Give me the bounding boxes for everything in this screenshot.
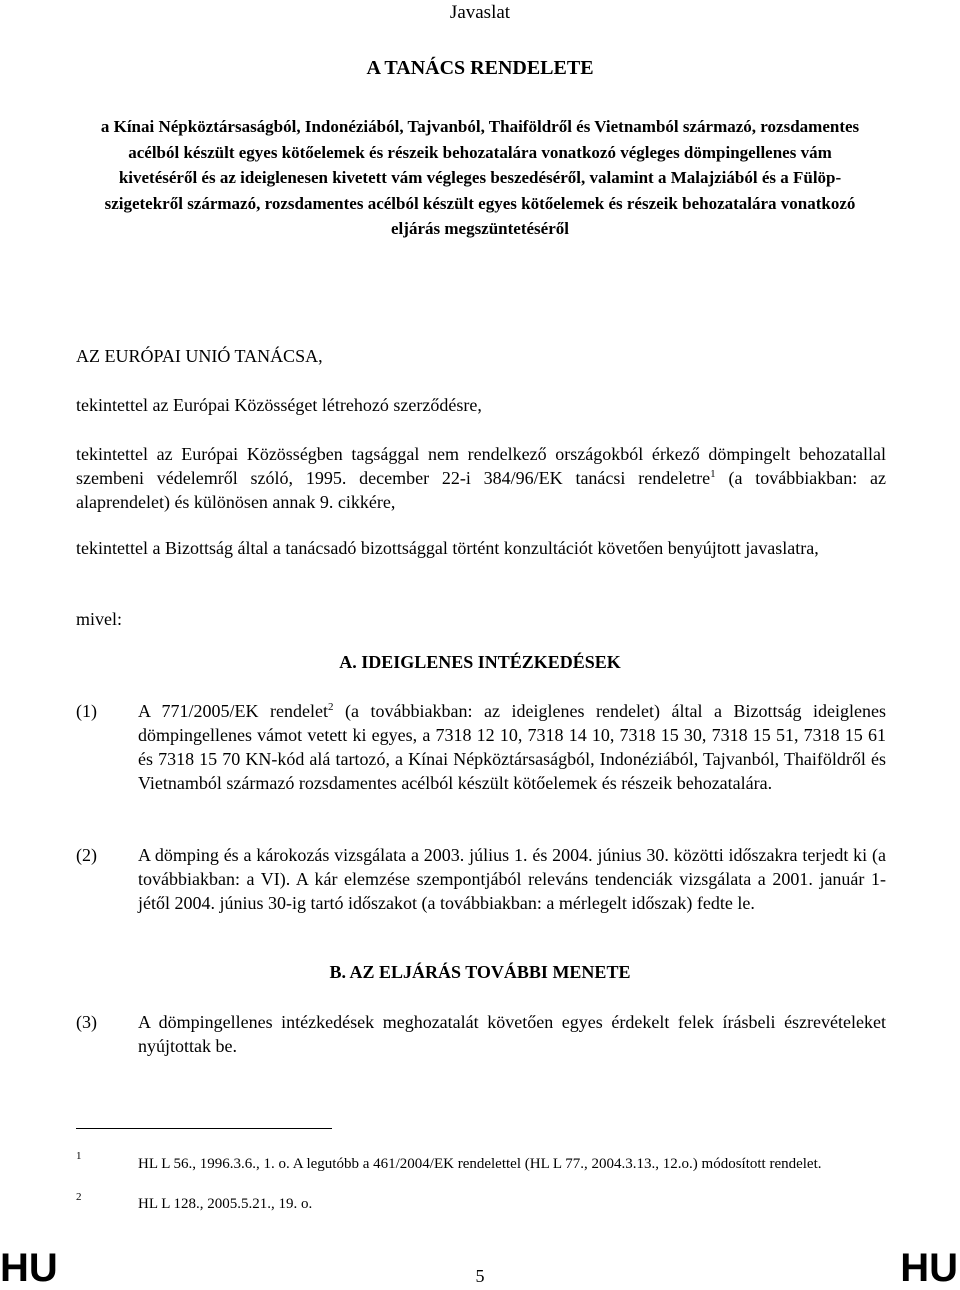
citation-3: [76, 536, 886, 560]
citation-3-text: tekintettel a Bizottság által a tanácsadó bizottsággal történt konzultációt követően benyújtott javaslatra,: [76, 538, 819, 558]
citation-2-text: tekintettel az Európai Közösségben tagsággal nem rendelkező országokból érkező dömpingelt behozatallal szembeni védelemről szóló, 1995. december 22-i 384/96/EK tanácsi rendeletre: [76, 444, 886, 488]
section-b-heading: B. AZ ELJÁRÁS TOVÁBBI MENETE: [329, 962, 631, 982]
citation-1-text: tekintettel az Európai Közösséget létrehozó szerződésre,: [76, 395, 482, 415]
citation-2: [76, 442, 886, 514]
section-a-heading: A. IDEIGLENES INTÉZKEDÉSEK: [339, 652, 621, 672]
page-number: 5: [475, 1266, 485, 1286]
act-title: A TANÁCS RENDELETE: [366, 57, 594, 79]
footnote-divider: [76, 1128, 332, 1129]
recital-3-number: (3): [76, 1012, 97, 1032]
recital-1-text-after: (a továbbiakban: az ideiglenes rendelet) által a Bizottság ideiglenes dömpingellenes vámot vetett ki egyes, a 7318 12 10, 7318 14 10, 7318 15 30, 7318 15 51, 7318 15 61 és 7318 15 70 KN-kód alá tartozó, a Kínai Népköztársaságból, Indonéziából, Tajvanból, Thaiföldről és Vietnamból származó rozsdamentes acélból készült kötőelemek és részeik behozatalára.: [138, 701, 886, 793]
footnote-1-mark: 1: [76, 1150, 82, 1162]
recital-3-text: A dömpingellenes intézkedések meghozatalát követően egyes érdekelt felek írásbeli észrevételeket nyújtottak be.: [138, 1012, 886, 1056]
document-kicker: Javaslat: [449, 2, 511, 23]
footnote-2-text: HL L 128., 2005.5.21., 19. o.: [138, 1196, 313, 1212]
citation-2-text-after: (a továbbiakban: az alaprendelet) és különösen annak 9. cikkére,: [76, 468, 886, 512]
recital-2-number: (2): [76, 845, 97, 865]
footnote-1-text: HL L 56., 1996.3.6., 1. o. A legutóbb a 461/2004/EK rendelettel (HL L 77., 2004.3.13., 12.o.) módosított rendelet.: [138, 1156, 822, 1172]
footer-language-right: HU: [900, 1246, 958, 1290]
footer-language-left: HU: [0, 1246, 58, 1290]
footnote-ref-2[interactable]: 2: [328, 701, 334, 713]
recital-1-text: [138, 699, 886, 795]
footnote-ref-1[interactable]: 1: [710, 468, 716, 480]
footnote-2-mark: 2: [76, 1191, 82, 1203]
recital-2-text: A dömping és a károkozás vizsgálata a 2003. július 1. és 2004. június 30. közötti időszakra terjedt ki (a továbbiakban: a VI). A kár elemzése szempontjából releváns tendenciák vizsgálata a 2001. január 1-jétől 2004. június 30-ig tartó időszakot (a továbbiakban: a mérlegelt időszak) fedte le.: [138, 845, 886, 913]
recital-1-text-before: A 771/2005/EK rendelet: [138, 701, 329, 721]
regulation-title: a Kínai Népköztársaságból, Indonéziából, Tajvanból, Thaiföldről és Vietnamból származó, rozsdamentes acélból készült egyes kötőelemek és részeik behozatalára vonatkozó végleges dömpingellenes vám kivetéséről és az ideiglenesen kivetett vám végleges beszedéséről, valamint a Malajziából és a Fülöp-szigetekről származó, rozsdamentes acélból készült egyes kötőelemek és részeik behozatalára vonatkozó eljárás megszüntetéséről: [100, 117, 860, 238]
author-text: AZ EURÓPAI UNIÓ TANÁCSA,: [76, 346, 323, 366]
preamble-author: [76, 344, 886, 368]
recital-1-number: (1): [76, 701, 97, 721]
whereas: [76, 607, 886, 631]
citation-1: [76, 393, 886, 417]
whereas-text: mivel:: [76, 609, 122, 629]
